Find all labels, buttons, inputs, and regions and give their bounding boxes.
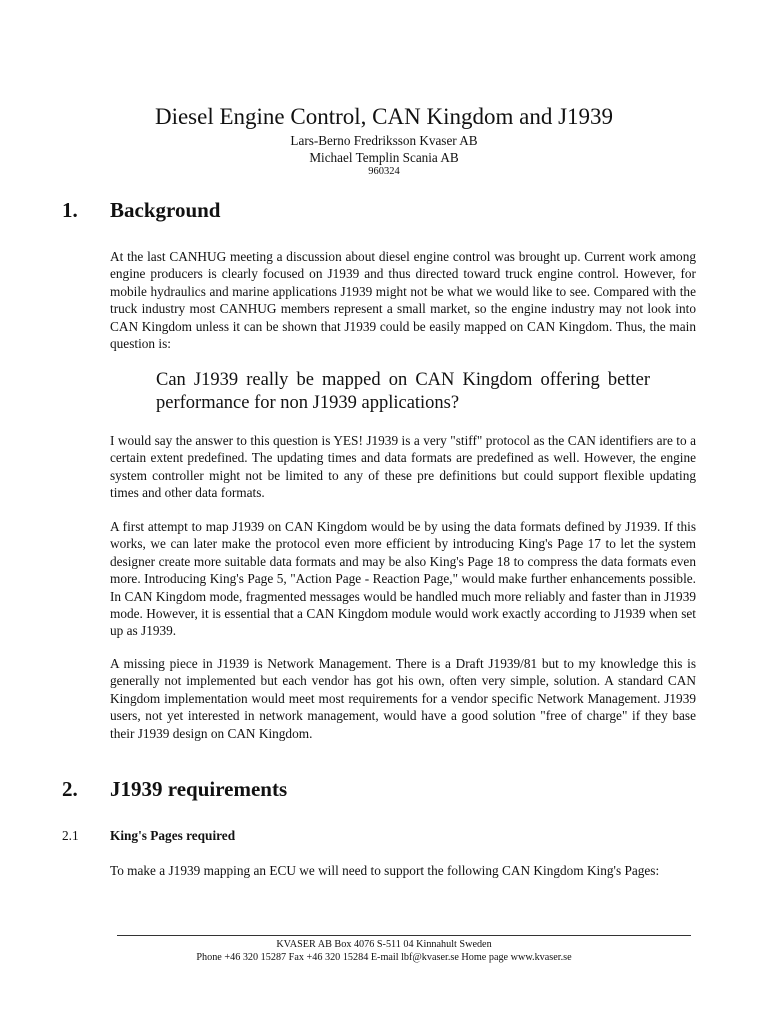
footer-address: KVASER AB Box 4076 S-511 04 Kinnahult Sweden [276, 939, 492, 950]
subsection-title: King's Pages required [110, 828, 236, 843]
section-title: J1939 requirements [110, 777, 288, 801]
section-number: 2. [62, 777, 78, 801]
body-paragraph: At the last CANHUG meeting a discussion about diesel engine control was brought up. Current work among engine producers is clearly focused on J1939 and thus directed toward truck engine control. However, for mobile hydraulics and marine applications J1939 might not be what we would like to see. Compared with the truck industry most CANHUG members represent a small market, so the engine industry may not look into CAN Kingdom unless it can be shown that J1939 could be easily mapped on CAN Kingdom. Thus, the main question is: [110, 249, 696, 352]
footer-divider [117, 935, 691, 936]
document-date: 960324 [368, 166, 400, 177]
body-paragraph: A missing piece in J1939 is Network Management. There is a Draft J1939/81 but to my knowledge this is generally not implemented but each vendor has got his own, often very simple, solution. A standard CAN Kingdom implementation would meet most requirements for a vendor specific Network Management. J1939 users, not yet interested in network management, would have a good solution "free of charge" if they base their J1939 design on CAN Kingdom. [110, 656, 696, 741]
section-number: 1. [62, 198, 78, 222]
subsection-number: 2.1 [62, 828, 79, 843]
footer-contact: Phone +46 320 15287 Fax +46 320 15284 E-mail lbf@kvaser.se Home page www.kvaser.se [196, 952, 572, 963]
document-title: Diesel Engine Control, CAN Kingdom and J1939 [154, 104, 614, 129]
author-line: Lars-Berno Fredriksson Kvaser AB [290, 133, 478, 148]
author-line: Michael Templin Scania AB [309, 150, 459, 165]
key-question-quote: Can J1939 really be mapped on CAN Kingdom offering better performance for non J1939 applications? [156, 370, 650, 413]
body-paragraph: I would say the answer to this question is YES! J1939 is a very "stiff" protocol as the CAN identifiers are to a certain extent predefined. The updating times and data formats are predefined as well. However, the engine system controller might not be limited to any of these pre definitions but could support flexible updating times and other data formats. [110, 433, 696, 501]
section-title: Background [110, 198, 221, 222]
body-paragraph: A first attempt to map J1939 on CAN Kingdom would be by using the data formats defined by J1939. If this works, we can later make the protocol even more efficient by introducing King's Page 17 to let the system designer create more suitable data formats and may be also King's Page 18 to compress the data formats even more. Introducing King's Page 5, "Action Page - Reaction Page," would make further enhancements possible. In CAN Kingdom mode, fragmented messages would be handled much more reliably and faster than in J1939 mode. However, it is essential that a CAN Kingdom module would work exactly according to J1939 when set up as J1939. [110, 519, 696, 639]
body-paragraph: To make a J1939 mapping an ECU we will need to support the following CAN Kingdom King's Pages: [110, 863, 660, 878]
